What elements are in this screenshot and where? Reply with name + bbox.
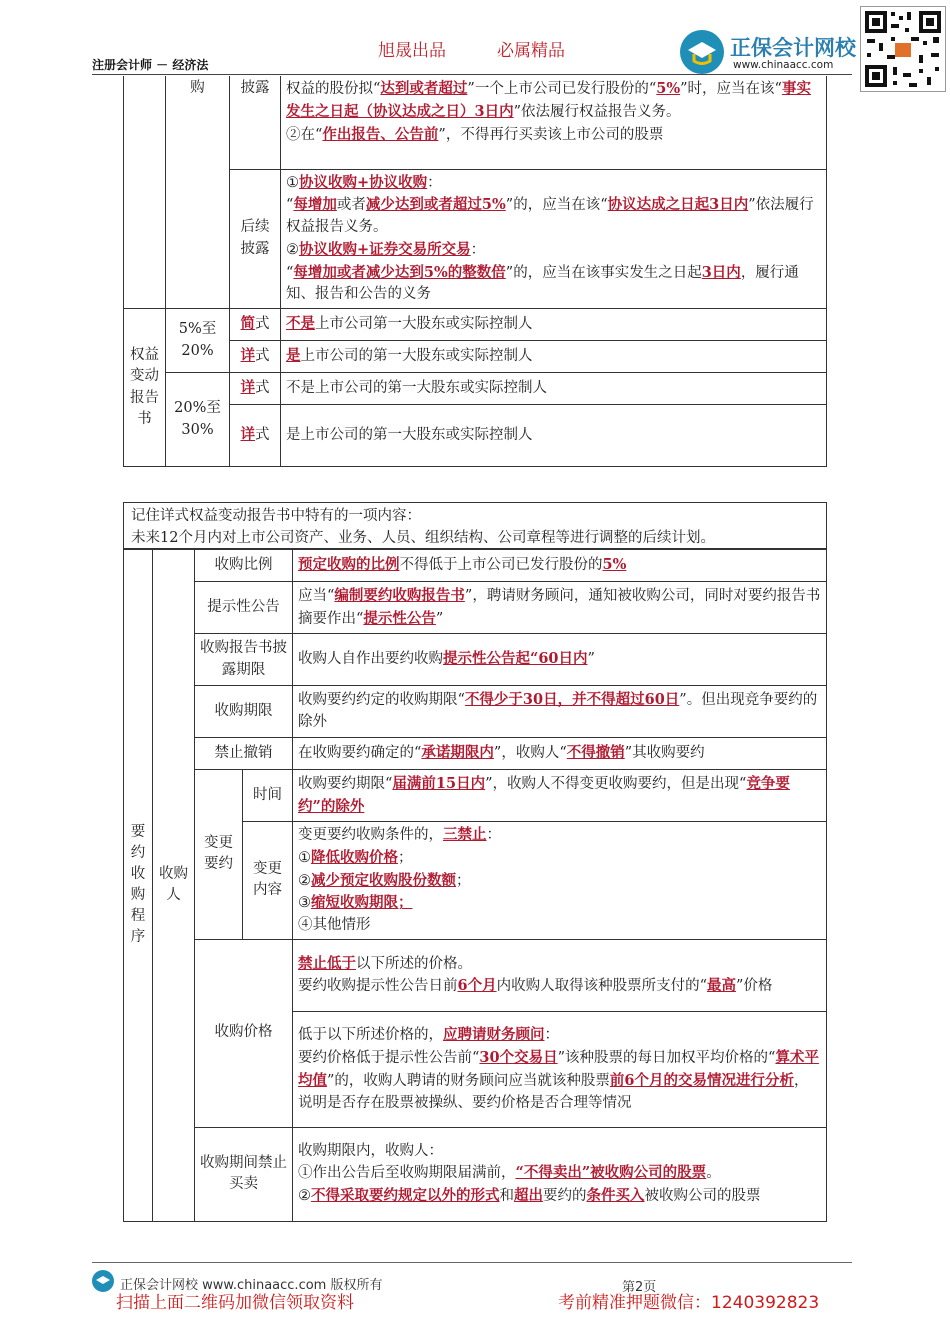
- logo-name: 正保会计网校: [730, 36, 856, 60]
- empty-cell: [124, 76, 166, 309]
- table-row: [124, 738, 827, 770]
- ratio-label: 收购比例: [195, 550, 293, 582]
- table-row: [124, 939, 827, 1011]
- table-row: 权益变动报告书 5%至20% 简式 不是上市公司第一大股东或实际控制人: [124, 309, 827, 341]
- price-text-2: 低于以下所述价格的，应聘请财务顾问： 要约价格低于提示性公告前“30个交易日”该种股票的每日加权平均价格的“算术平均值”的，收购人聘请的财务顾问应当就该种股票前6个月的交易情况进行分析，说明是否存在股票被操纵、要约价格是否合理等情况: [293, 1011, 827, 1127]
- footer-qr-notice: 扫描上面二维码加微信领取资料: [116, 1293, 354, 1313]
- footer-wechat-notice: 考前精准押题微信：1240392823: [558, 1293, 820, 1313]
- table-row: [124, 686, 827, 738]
- qr-code[interactable]: [860, 6, 946, 92]
- brand-left: 旭晟出品: [378, 41, 446, 61]
- footer-site: 正保会计网校 www.chinaacc.com 版权所有: [120, 1278, 383, 1293]
- ban-label: 收购期间禁止买卖: [195, 1127, 293, 1221]
- note-box: [123, 502, 827, 549]
- procedure-label: 要约收购程序: [124, 550, 153, 1222]
- ban-text: 收购期限内，收购人： ①作出公告后至收购期限届满前，“不得卖出”被收购公司的股票。 ②不得采取要约规定以外的形式和超出要约的条件买入被收购公司的股票: [293, 1127, 827, 1221]
- table-row: 20%至30% 详式 不是上市公司的第一大股东或实际控制人: [124, 373, 827, 405]
- note-line-2: 未来12个月内对上市公司资产、业务、人员、组织结构、公司章程等进行调整的后续计划。: [131, 529, 715, 546]
- period-text: 收购要约约定的收购期限“不得少于30日，并不得超过60日”。但出现竞争要约的除外: [293, 686, 827, 738]
- follow-text: ①协议收购+协议收购： “每增加或者减少达到或者超过5%”的，应当在该“协议达成之日起3日内”依法履行权益报告义务。 ②协议收购+证券交易所交易： “每增加或者减少达到5%的整数倍”的，应当在该事实发生之日起3日内，履行通知、报告和公告的义务: [281, 169, 827, 309]
- notice-text: 应当“编制要约收购报告书”，聘请财务顾问，通知被收购公司，同时对要约报告书摘要作出“提示性公告”: [293, 582, 827, 634]
- footer-logo: [92, 1270, 114, 1292]
- header-rule: [92, 74, 852, 75]
- table-row: [124, 582, 827, 634]
- notice-label: 提示性公告: [195, 582, 293, 634]
- logo-url: www.chinaacc.com: [733, 59, 834, 71]
- period-disclose-text: 收购人自作出要约收购提示性公告起“60日内”: [293, 634, 827, 686]
- note-line-1: 记住详式权益变动报告书中特有的一项内容：: [131, 508, 421, 524]
- content-label: 变更内容: [243, 822, 293, 940]
- acquirer-label: 收购人: [153, 550, 195, 1222]
- table-row: [124, 634, 827, 686]
- qr-code-icon: [861, 7, 945, 91]
- footer-rule: [92, 1262, 852, 1263]
- content-text: 变更要约收购条件的，三禁止： ①降低收购价格； ②减少预定收购股份数额； ③缩短收购期限； ④其他情形: [293, 822, 827, 940]
- logo-mark: [680, 30, 724, 74]
- ratio-text: 预定收购的比例不得低于上市公司已发行股份的5%: [293, 550, 827, 582]
- time-label: 时间: [243, 770, 293, 822]
- page-number: 第2页: [622, 1280, 657, 1295]
- range-20-30: 20%至30%: [166, 373, 230, 467]
- graduation-cap-icon: [92, 1270, 114, 1292]
- brand-right: 必属精品: [497, 41, 565, 61]
- table-row: [124, 169, 827, 309]
- disclose-paragraph-2: ②在“作出报告、公告前”，不得再行买卖该上市公司的股票: [286, 125, 664, 143]
- revoke-label: 禁止撤销: [195, 738, 293, 770]
- graduation-cap-icon: [680, 30, 724, 74]
- table-disclosure: [123, 76, 827, 467]
- table-row: 详式 是上市公司的第一大股东或实际控制人: [124, 341, 827, 373]
- table-row: [124, 550, 827, 582]
- period-disclose-label: 收购报告书披露期限: [195, 634, 293, 686]
- period-label: 收购期限: [195, 686, 293, 738]
- revoke-text: 在收购要约确定的“承诺期限内”，收购人“不得撤销”其收购要约: [293, 738, 827, 770]
- label-follow: 后续披露: [230, 169, 281, 309]
- range-5-20: 5%至20%: [166, 309, 230, 373]
- time-text: 收购要约期限“届满前15日内”，收购人不得变更收购要约，但是出现“竞争要约”的除外: [293, 770, 827, 822]
- price-label: 收购价格: [195, 939, 293, 1127]
- label-disclose: 披露: [230, 76, 281, 169]
- table-row: 详式 是上市公司的第一大股东或实际控制人: [124, 405, 827, 467]
- table-row: [124, 770, 827, 822]
- table-tender-offer: [123, 549, 827, 1222]
- change-label: 变更要约: [195, 770, 243, 940]
- equity-label: 权益变动报告书: [124, 309, 166, 467]
- table-row: [124, 1127, 827, 1221]
- disclose-paragraph-1: 权益的股份拟“达到或者超过”一个上市公司已发行股份的“5%”时，应当在该“事实发生之日起（协议达成之日）3日内”依法履行权益报告义务。: [286, 80, 811, 120]
- table-row: [124, 76, 827, 169]
- price-text-1: 禁止低于以下所述的价格。 要约收购提示性公告日前6个月内收购人取得该种股票所支付的“最高”价格: [293, 939, 827, 1011]
- col-purchase: 购: [166, 76, 230, 309]
- disclose-text: [281, 76, 827, 169]
- subject-title: 注册会计师 － 经济法: [92, 58, 209, 72]
